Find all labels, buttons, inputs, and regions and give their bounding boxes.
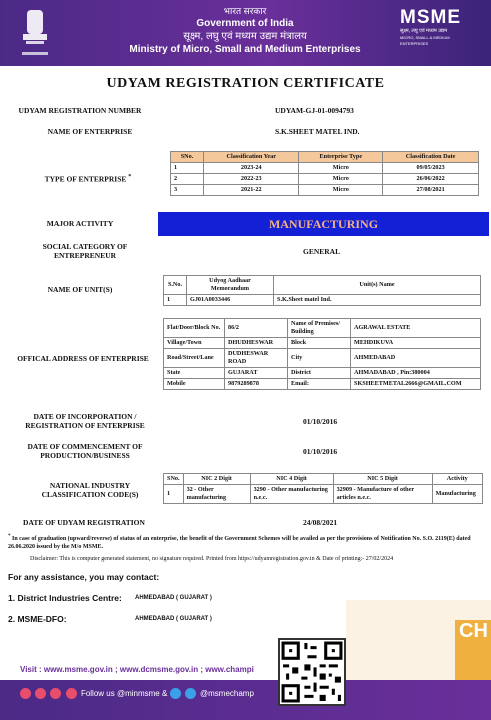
units-header: Unit(s) Name	[274, 276, 481, 295]
table-cell: AHMADABAD , Pin:380004	[351, 368, 481, 379]
nic-header: Activity	[432, 474, 482, 485]
dfo-label: 2. MSME-DFO:	[8, 614, 67, 624]
table-cell: Micro	[299, 163, 383, 174]
table-cell: Email:	[288, 379, 351, 390]
nic-table	[163, 473, 483, 504]
footer-bar	[0, 680, 491, 720]
social-links	[20, 688, 254, 700]
facebook-icon[interactable]	[20, 688, 31, 699]
table-cell: Name of Premises/ Building	[288, 319, 351, 338]
table-cell: 86/2	[225, 319, 288, 338]
nic-header: NIC 4 Digit	[250, 474, 333, 485]
units-header: Udyog Aadhaar Memorandum	[187, 276, 274, 295]
table-cell: 3	[171, 185, 204, 196]
follow-text: Follow us @minmsme &	[80, 689, 168, 698]
table-cell: 3290 - Other manufacturing n.e.c.	[250, 485, 333, 504]
header-text	[120, 5, 370, 57]
enterprise-name-label: NAME OF ENTERPRISE	[47, 127, 133, 136]
table-cell: AHMEDABAD	[351, 349, 481, 368]
table-cell: 26/06/2022	[383, 174, 479, 185]
nic-header: SNo.	[164, 474, 184, 485]
table-cell: 27/08/2021	[383, 185, 479, 196]
linkedin-icon[interactable]	[66, 688, 77, 699]
units-header: S.No.	[164, 276, 187, 295]
header-ministry: Ministry of Micro, Small and Medium Enterprises	[129, 44, 361, 55]
footnote-text: In case of graduation (upward/reverse) of status of an enterprise, the benefit of the Government Schemes will be availed as per the provisions of Notification No. S.O. 2119(E) dated 26.06.2020 issued by the M/o MSME.	[8, 536, 471, 550]
table-row	[164, 485, 483, 504]
table-row	[164, 295, 481, 306]
instagram-icon[interactable]	[35, 688, 46, 699]
table-row	[171, 185, 479, 196]
udyam-date-label: DATE OF UDYAM REGISTRATION	[23, 518, 145, 527]
table-cell: GUJARAT	[225, 368, 288, 379]
national-emblem-icon	[18, 6, 52, 60]
dfo-value: AHMEDABAD ( GUJARAT )	[135, 616, 212, 622]
address-label: OFFICAL ADDRESS OF ENTERPRISE	[17, 354, 149, 363]
table-cell: Manufacturing	[432, 485, 482, 504]
msme-logo-text: MSME	[400, 7, 461, 28]
table-cell: Mobile	[164, 379, 225, 390]
handle-text: @msmechamp	[200, 689, 254, 698]
header-hindi-govt: भारत सरकार	[223, 6, 267, 16]
nic-header: NIC 2 Digit	[183, 474, 250, 485]
commencement-label: DATE OF COMMENCEMENT OF PRODUCTION/BUSINESS	[27, 442, 143, 460]
table-cell: SKSHEETMETAL2666@GMAIL.COM	[351, 379, 481, 390]
table-cell: 2022-23	[204, 174, 299, 185]
footnote-star: *	[8, 534, 11, 539]
msme-logo	[400, 8, 478, 47]
table-cell: 9879289878	[225, 379, 288, 390]
table-cell: 2	[171, 174, 204, 185]
table-row	[171, 163, 479, 174]
table-row	[164, 379, 481, 390]
table-cell: Village/Town	[164, 338, 225, 349]
table-cell: 2023-24	[204, 163, 299, 174]
major-activity-label: MAJOR ACTIVITY	[46, 219, 114, 228]
table-row	[164, 338, 481, 349]
udyam-date-value: 24/08/2021	[303, 518, 338, 527]
classification-header: Classification Date	[383, 152, 479, 163]
classification-header: SNo.	[171, 152, 204, 163]
reg-number-value: UDYAM-GJ-01-0094793	[275, 106, 354, 115]
header-banner	[0, 0, 491, 66]
table-cell: AGRAWAL ESTATE	[351, 319, 481, 338]
table-cell: DUDHESWAR ROAD	[225, 349, 288, 368]
table-row	[164, 349, 481, 368]
table-cell: 1	[164, 485, 184, 504]
incorporation-label: DATE OF INCORPORATION / REGISTRATION OF ENTERPRISE	[25, 412, 145, 430]
reg-number-label: UDYAM REGISTRATION NUMBER	[18, 106, 142, 115]
enterprise-type-star: *	[128, 173, 132, 180]
enterprise-type-label	[28, 172, 148, 184]
nic-label: NATIONAL INDUSTRY CLASSIFICATION CODE(S)	[41, 481, 139, 499]
table-row	[164, 368, 481, 379]
table-cell: District	[288, 368, 351, 379]
enterprise-name-value: S.K.SHEET MATEL IND.	[275, 127, 360, 136]
visit-links: Visit : www.msme.gov.in ; www.dcmsme.gov.in ; www.champi	[20, 665, 254, 674]
table-cell: 32 - Other manufacturing	[183, 485, 250, 504]
table-cell: State	[164, 368, 225, 379]
header-hindi-ministry: सूक्ष्म, लघु एवं मध्यम उद्यम मंत्रालय	[183, 31, 307, 42]
champions-deco-text: CH	[455, 620, 491, 680]
assistance-heading: For any assistance, you may contact:	[8, 572, 160, 582]
table-row	[171, 174, 479, 185]
incorporation-date: 01/10/2016	[303, 417, 338, 426]
classification-header: Enterprise Type	[299, 152, 383, 163]
social-category-value: GENERAL	[303, 247, 341, 256]
table-cell: Flat/Door/Block No.	[164, 319, 225, 338]
youtube-icon[interactable]	[50, 688, 61, 699]
table-row	[164, 319, 481, 338]
table-cell: 2021-22	[204, 185, 299, 196]
table-cell: 1	[171, 163, 204, 174]
table-cell: 09/05/2023	[383, 163, 479, 174]
table-cell: Block	[288, 338, 351, 349]
social-category-label: SOCIAL CATEGORY OF ENTREPRENEUR	[42, 242, 128, 260]
dic-value: AHMEDABAD ( GUJARAT )	[135, 595, 212, 601]
table-cell: 32909 - Manufacture of other articles n.e.c.	[333, 485, 432, 504]
table-cell: MEHDIKUVA	[351, 338, 481, 349]
header-govt: Government of India	[196, 18, 294, 29]
enterprise-type-label-text: TYPE OF ENTERPRISE	[44, 174, 127, 184]
nic-header: NIC 5 Digit	[333, 474, 432, 485]
footnote	[8, 533, 484, 551]
commencement-date: 01/10/2016	[303, 447, 338, 456]
classification-header: Classification Year	[204, 152, 299, 163]
major-activity-value: MANUFACTURING	[158, 212, 489, 236]
msme-logo-english: MICRO, SMALL & MEDIUM ENTERPRISES	[400, 35, 450, 46]
table-cell: Micro	[299, 185, 383, 196]
qr-code	[278, 638, 346, 706]
table-cell: GJ01A0033446	[187, 295, 274, 306]
table-cell: DHUDHESWAR	[225, 338, 288, 349]
units-header-row	[164, 276, 481, 295]
units-label: NAME OF UNIT(S)	[47, 285, 113, 294]
table-cell: 1	[164, 295, 187, 306]
telegram-icon[interactable]	[185, 688, 196, 699]
table-cell: Road/Street/Lane	[164, 349, 225, 368]
classification-table	[170, 151, 479, 196]
certificate-title: UDYAM REGISTRATION CERTIFICATE	[106, 76, 385, 91]
table-cell: City	[288, 349, 351, 368]
classification-header-row	[171, 152, 479, 163]
msme-logo-hindi: सूक्ष्म, लघु एवं मध्यम उद्यम	[400, 28, 448, 34]
address-table	[163, 318, 481, 390]
nic-header-row	[164, 474, 483, 485]
units-table	[163, 275, 481, 306]
table-cell: S.K.Sheet matel Ind.	[274, 295, 481, 306]
dic-label: 1. District Industries Centre:	[8, 593, 122, 603]
disclaimer: Disclaimer: This is computer generated statement, no signature required. Printed from https://udyamregistration.gov.in & Date of printing:- 27/02/2024	[30, 556, 394, 562]
twitter-icon[interactable]	[170, 688, 181, 699]
table-cell: Micro	[299, 174, 383, 185]
